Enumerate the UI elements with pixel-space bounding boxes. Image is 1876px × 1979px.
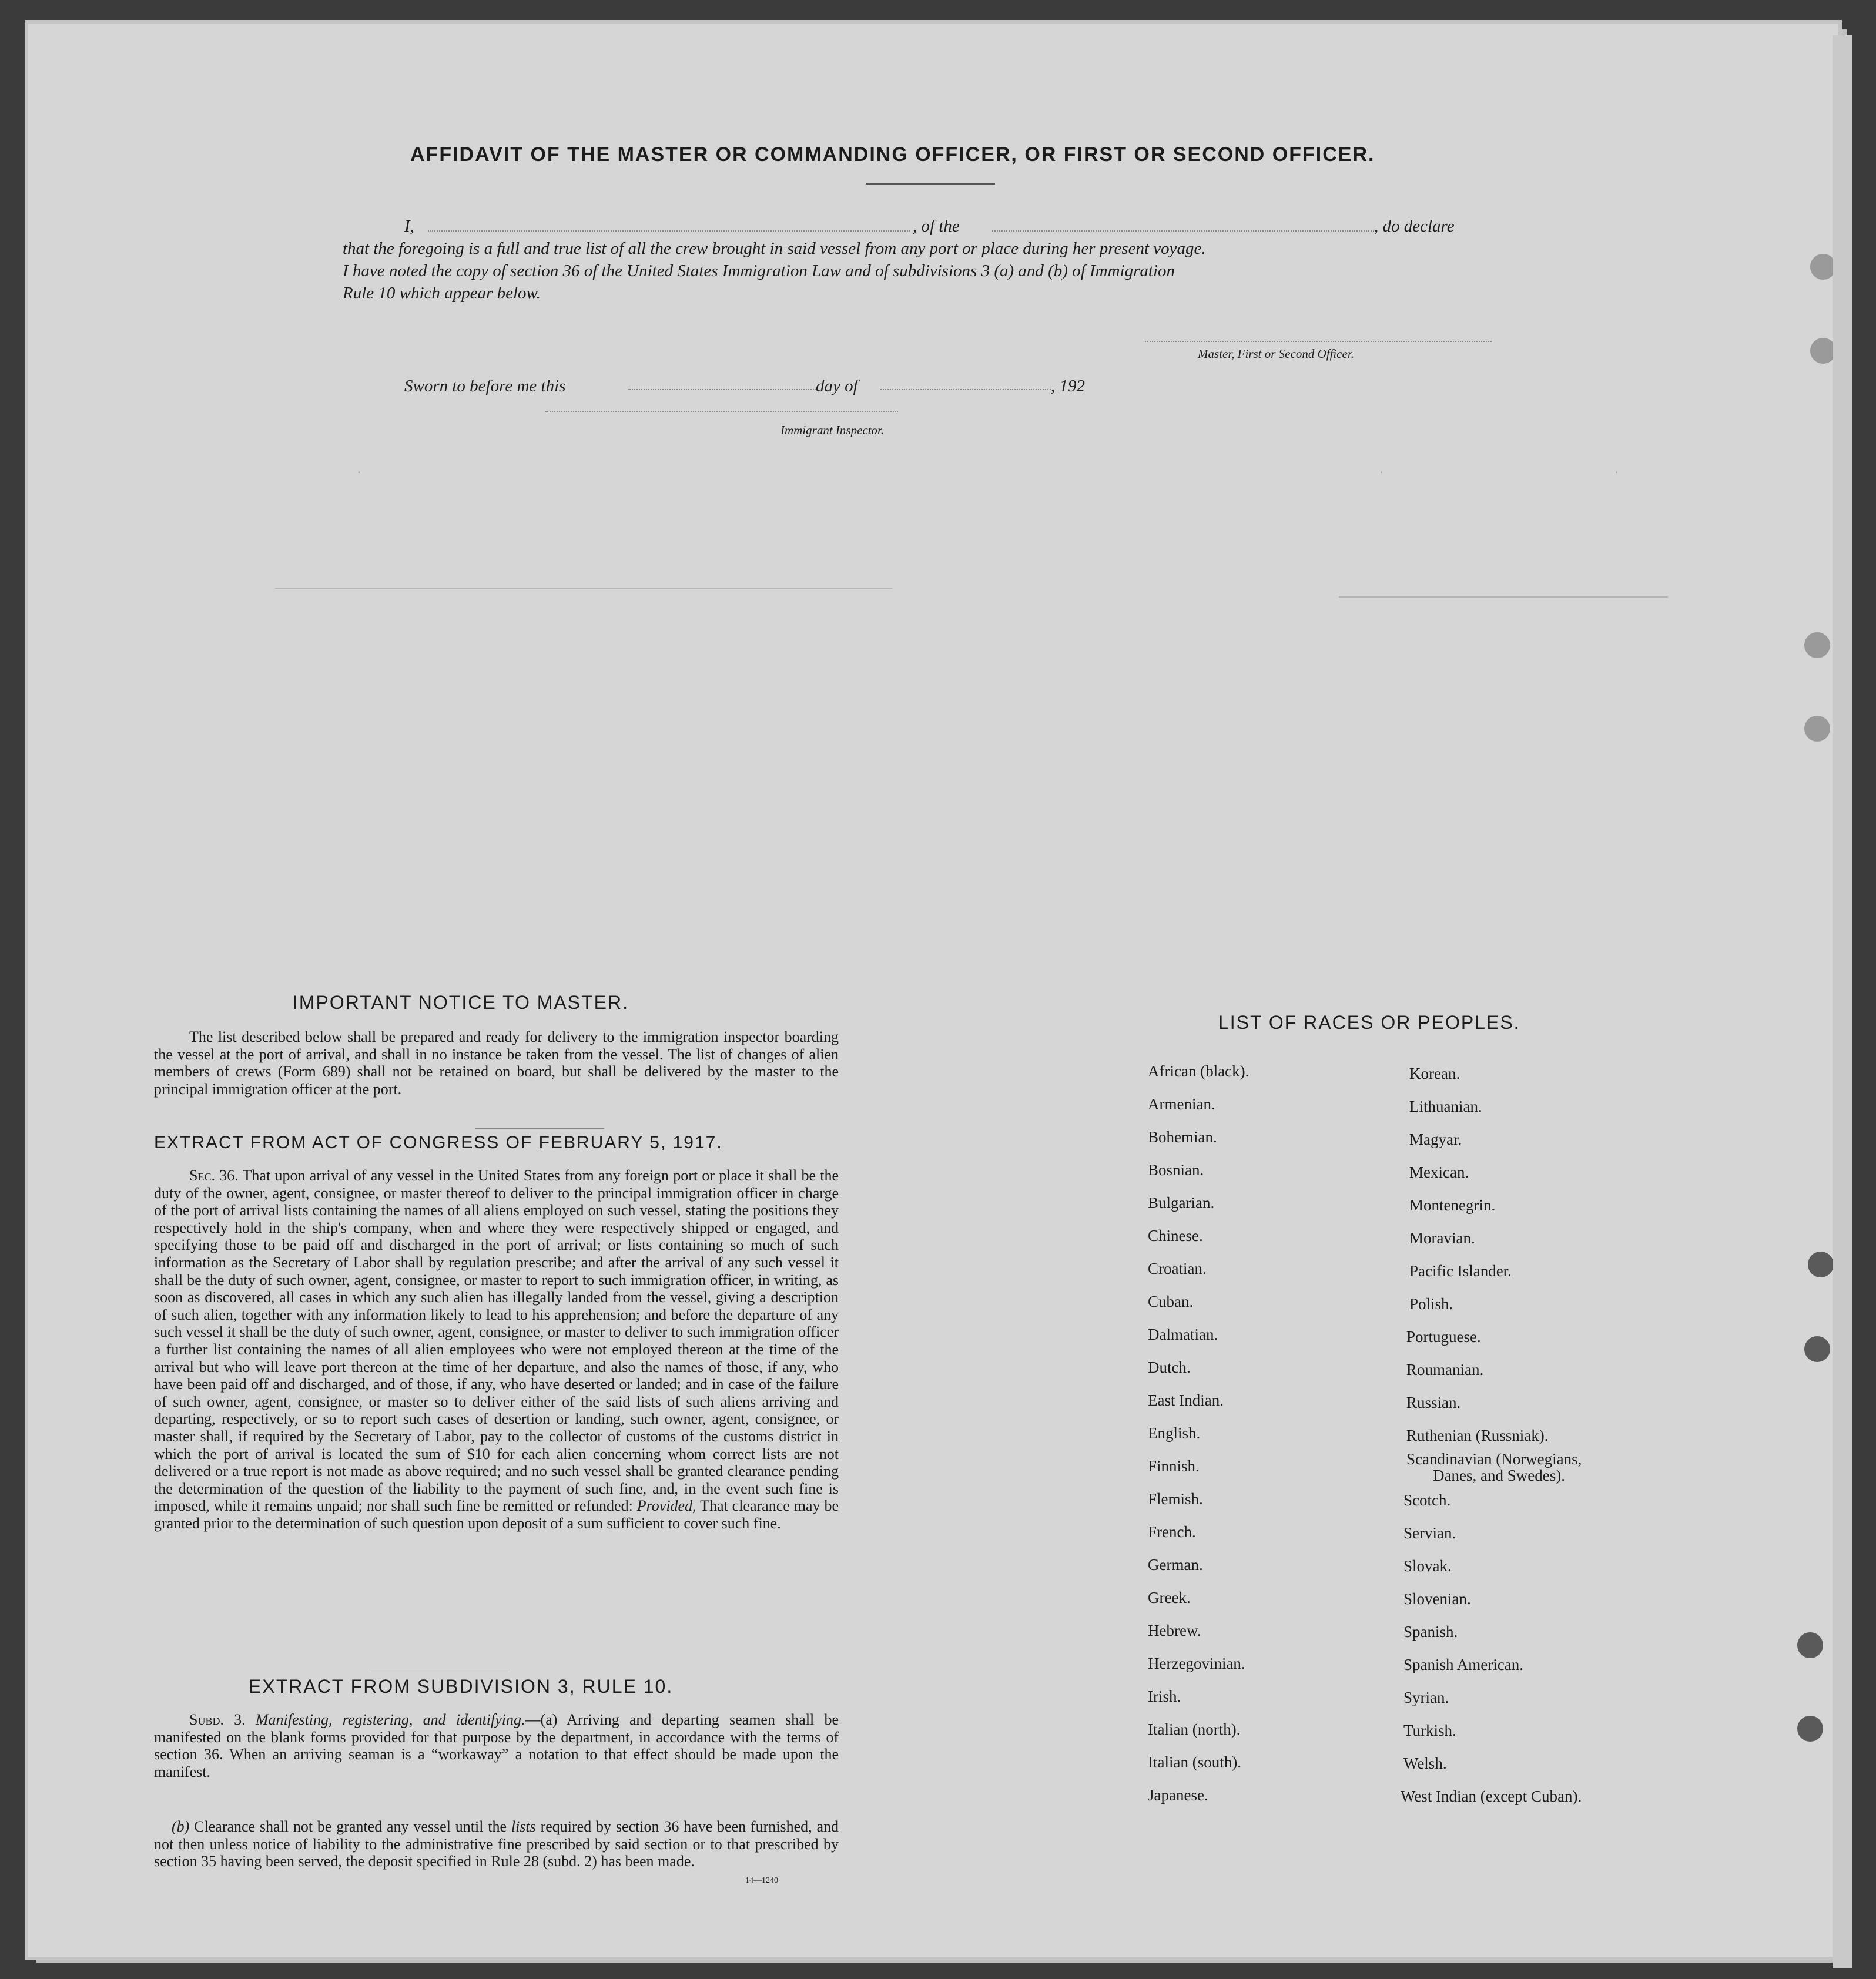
race-right: Pacific Islander. bbox=[1409, 1262, 1512, 1280]
race-left: Armenian. bbox=[1148, 1095, 1215, 1113]
bleed-mark: . bbox=[357, 461, 361, 476]
race-left: Cuban. bbox=[1148, 1293, 1194, 1310]
race-right-continuation: Danes, and Swedes). bbox=[1433, 1467, 1565, 1484]
name-blank[interactable] bbox=[428, 230, 910, 232]
race-left: Finnish. bbox=[1148, 1457, 1200, 1475]
bleed-rule bbox=[275, 588, 892, 589]
page-edge bbox=[1833, 35, 1852, 1968]
affidavit-of-the: , of the bbox=[913, 217, 960, 236]
sworn-day-blank[interactable] bbox=[628, 389, 816, 390]
rule-subd-label: Subd. 3. bbox=[189, 1711, 246, 1728]
notice-divider bbox=[475, 1128, 604, 1129]
race-left: Herzegovinian. bbox=[1148, 1655, 1245, 1672]
race-right: Scandinavian (Norwegians, bbox=[1406, 1450, 1582, 1468]
bleed-rule bbox=[1339, 596, 1668, 598]
binder-hole bbox=[1804, 1336, 1830, 1362]
race-left: Dutch. bbox=[1148, 1359, 1191, 1376]
affidavit-line2: that the foregoing is a full and true list of all the crew brought in said vessel from any port or place during her present voyage. bbox=[343, 239, 1206, 258]
race-right: Mexican. bbox=[1409, 1163, 1469, 1181]
title-divider bbox=[866, 183, 995, 185]
affidavit-i: I, bbox=[404, 217, 414, 236]
rule-para-b bbox=[154, 1818, 839, 1870]
race-right: Polish. bbox=[1409, 1295, 1453, 1313]
sworn-day-of: day of bbox=[816, 377, 858, 395]
affidavit-line3: I have noted the copy of section 36 of the United States Immigration Law and of subdivisions 3 (a) and (b) of Immigration bbox=[343, 261, 1175, 280]
race-right: Lithuanian. bbox=[1409, 1098, 1482, 1115]
race-left: African (black). bbox=[1148, 1062, 1249, 1080]
race-right: Servian. bbox=[1403, 1524, 1456, 1542]
race-left: Croatian. bbox=[1148, 1260, 1207, 1277]
race-right: Syrian. bbox=[1403, 1689, 1449, 1706]
races-heading: LIST OF RACES OR PEOPLES. bbox=[1218, 1012, 1520, 1033]
race-left: English. bbox=[1148, 1424, 1201, 1442]
form-number: 14—1240 bbox=[745, 1876, 778, 1885]
binder-hole bbox=[1797, 1716, 1823, 1742]
race-left: Bulgarian. bbox=[1148, 1194, 1215, 1212]
rule-para-b-2: required by section 36 have been furnished, and not then unless notice of liability to the administrative fine prescribed by said section or to that prescribed by section 35 having been served, the deposit specified in Rule 28 (subd. 2) has been made. bbox=[154, 1818, 839, 1870]
binder-hole bbox=[1797, 1632, 1823, 1658]
affidavit-declare: , do declare bbox=[1374, 217, 1455, 236]
rule-heading: EXTRACT FROM SUBDIVISION 3, RULE 10. bbox=[249, 1676, 674, 1697]
race-left: Bohemian. bbox=[1148, 1128, 1217, 1146]
rule-para-a-text: —(a) Arriving and departing seamen shall be manifested on the blank forms provided for that purpose by the department, in accordance with the terms of section 36. When an arriving seaman is a “workaway” a notation to that effect should be made upon the manifest. bbox=[154, 1711, 839, 1780]
race-left: Dalmatian. bbox=[1148, 1326, 1218, 1343]
race-right: Roumanian. bbox=[1406, 1361, 1484, 1378]
act-text: That upon arrival of any vessel in the United States from any foreign port or place it shall be the duty of the owner, agent, consignee, or master thereof to deliver to the principal immigration officer in charge of the port of arrival lists containing the names of all aliens employed on such vessel, stating the positions they respectively hold in the ship's company, when and where they were respectively shipped or engaged, and specifying those to be paid off and discharged in the port of arrival; or lists containing so much of such information as the Secretary of Labor shall by regulation prescribe; and after the arrival of any such vessel it shall be the duty of such owner, agent, consignee, or master to report to such immigration officer, in writing, as soon as discovered, all cases in which any such alien has illegally landed from the vessel, giving a description of such alien, together with any information likely to lead to his apprehension; and before the departure of any such vessel it shall be the duty of such owner, agent, consignee, or master to deliver to such immigration officer a further list containing the names of all alien employees who were not employed thereon at the time of the arrival but who will leave port thereon at the time of her departure, and also the names of those, if any, who have been paid off and discharged, and of those, if any, who have deserted or landed; and in case of the failure of such owner, agent, consignee, or master so to deliver either of the said lists of such aliens arriving and departing, respectively, or so to report such cases of desertion or landing, such owner, agent, consignee, or master shall, if required by the Secretary of Labor, pay to the collector of customs of the customs district in which the port of arrival is located the sum of $10 for each alien concerning whom correct lists are not delivered or a true report is not made as above required; and no such vessel shall be granted clearance pending the determination of the question of the liability to the payment of such fine, and, in the event such fine is imposed, while it remains unpaid; nor shall such fine be remitted or refunded: bbox=[154, 1167, 839, 1515]
race-right: Korean. bbox=[1409, 1065, 1460, 1082]
race-right: Scotch. bbox=[1403, 1491, 1451, 1509]
race-left: Greek. bbox=[1148, 1589, 1191, 1606]
master-label: Master, First or Second Officer. bbox=[1198, 347, 1354, 361]
binder-hole bbox=[1804, 716, 1830, 742]
inspector-label: Immigrant Inspector. bbox=[780, 423, 885, 437]
race-right: Moravian. bbox=[1409, 1229, 1475, 1247]
race-left: East Indian. bbox=[1148, 1391, 1224, 1409]
race-right: Ruthenian (Russniak). bbox=[1406, 1427, 1549, 1444]
race-left: French. bbox=[1148, 1523, 1196, 1541]
rule-para-b-1: Clearance shall not be granted any vessel until the bbox=[194, 1818, 507, 1835]
race-right: Slovenian. bbox=[1403, 1590, 1471, 1608]
race-right: Russian. bbox=[1406, 1394, 1461, 1411]
sworn-prefix: Sworn to before me this bbox=[404, 377, 566, 395]
act-heading: EXTRACT FROM ACT OF CONGRESS OF FEBRUARY 5, 1917. bbox=[154, 1133, 723, 1152]
race-left: Irish. bbox=[1148, 1688, 1181, 1705]
binder-hole bbox=[1804, 632, 1830, 658]
notice-heading: IMPORTANT NOTICE TO MASTER. bbox=[293, 992, 629, 1013]
vessel-blank[interactable] bbox=[992, 230, 1374, 232]
inspector-signature-line[interactable] bbox=[545, 411, 898, 412]
sworn-month-blank[interactable] bbox=[880, 389, 1051, 390]
bleed-mark: . bbox=[1380, 461, 1383, 476]
rule-para-b-label: (b) bbox=[172, 1818, 190, 1835]
race-right: Magyar. bbox=[1409, 1131, 1462, 1148]
race-left: Bosnian. bbox=[1148, 1161, 1204, 1179]
act-provided: Provided, bbox=[636, 1497, 696, 1515]
rule-para-a bbox=[154, 1711, 839, 1780]
affidavit-title: AFFIDAVIT OF THE MASTER OR COMMANDING OFFICER, OR FIRST OR SECOND OFFICER. bbox=[410, 143, 1375, 166]
act-body bbox=[154, 1167, 839, 1532]
race-left: Flemish. bbox=[1148, 1490, 1203, 1508]
race-right: Spanish American. bbox=[1403, 1656, 1523, 1673]
race-right: Slovak. bbox=[1403, 1557, 1452, 1575]
sworn-year: , 192 bbox=[1051, 377, 1085, 395]
binder-hole bbox=[1808, 1252, 1834, 1277]
race-left: Italian (south). bbox=[1148, 1753, 1241, 1771]
race-left: Japanese. bbox=[1148, 1786, 1208, 1804]
race-right: Portuguese. bbox=[1406, 1328, 1481, 1346]
race-right: Montenegrin. bbox=[1409, 1196, 1496, 1214]
rule-subd-title: Manifesting, registering, and identifying. bbox=[255, 1711, 525, 1728]
act-sec-label: Sec. 36. bbox=[189, 1167, 239, 1184]
race-left: Hebrew. bbox=[1148, 1622, 1201, 1639]
notice-body: The list described below shall be prepared and ready for delivery to the immigration inspector boarding the vessel at the port of arrival, and shall in no instance be taken from the vessel. The list of changes of alien members of crews (Form 689) shall not be retained on board, but shall be delivered by the master to the principal immigration officer at the port. bbox=[154, 1028, 839, 1098]
act-tail: That clearance may be granted prior to the determination of such question upon deposit of a sum sufficient to cover such fine. bbox=[154, 1497, 839, 1532]
race-left: Italian (north). bbox=[1148, 1720, 1241, 1738]
rule-para-b-lists: lists bbox=[511, 1818, 536, 1835]
race-right: Welsh. bbox=[1403, 1755, 1447, 1772]
master-signature-line[interactable] bbox=[1145, 341, 1492, 342]
affidavit-line4: Rule 10 which appear below. bbox=[343, 284, 541, 303]
race-right: Turkish. bbox=[1403, 1722, 1456, 1739]
document-page bbox=[28, 24, 1838, 1957]
race-left: Chinese. bbox=[1148, 1227, 1203, 1245]
race-right: West Indian (except Cuban). bbox=[1401, 1787, 1582, 1805]
race-left: German. bbox=[1148, 1556, 1203, 1574]
race-right: Spanish. bbox=[1403, 1623, 1458, 1641]
bleed-mark: . bbox=[1615, 461, 1619, 476]
